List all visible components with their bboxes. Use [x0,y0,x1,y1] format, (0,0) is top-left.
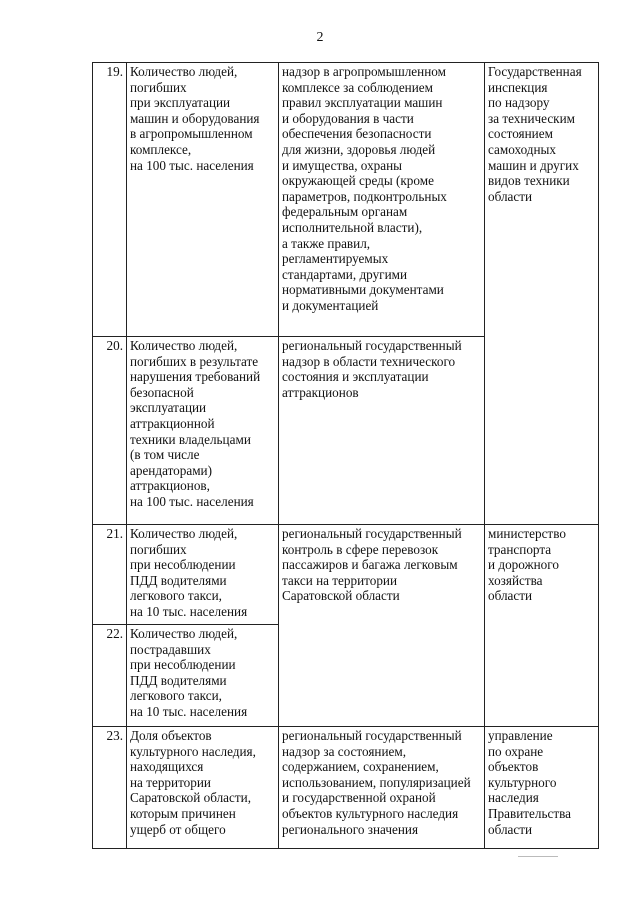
scan-artifact [518,856,558,857]
indicator-cell: Доля объектов культурного наследия, находящихся на территории Саратовской области, которым причинен ущерб от общего [127,727,279,849]
indicator-cell: Количество людей, погибших в результате нарушения требований безопасной эксплуатации аттракционной техники владельцами (в том числе арендаторами) аттракционов, на 100 тыс. населения [127,337,279,525]
indicators-table [92,62,599,849]
table-row [93,727,599,849]
control-type-cell: региональный государственный контроль в сфере перевозок пассажиров и багажа легковым такси на территории Саратовской области [279,525,485,727]
row-number: 23. [93,727,127,849]
authority-cell: министерство транспорта и дорожного хозяйства области [485,525,599,727]
row-number: 19. [93,63,127,337]
row-number: 20. [93,337,127,525]
row-number: 21. [93,525,127,625]
authority-cell: управление по охране объектов культурного наследия Правительства области [485,727,599,849]
page-number: 2 [316,30,324,45]
table-row [93,63,599,337]
indicator-cell: Количество людей, погибших при эксплуатации машин и оборудования в агропромышленном комплексе, на 100 тыс. населения [127,63,279,337]
table-row [93,525,599,625]
authority-cell: Государственная инспекция по надзору за техническим состоянием самоходных машин и других видов техники области [485,63,599,525]
indicator-cell: Количество людей, погибших при несоблюдении ПДД водителями легкового такси, на 10 тыс. населения [127,525,279,625]
control-type-cell: региональный государственный надзор в области технического состояния и эксплуатации аттракционов [279,337,485,525]
indicator-cell: Количество людей, пострадавших при несоблюдении ПДД водителями легкового такси, на 10 тыс. населения [127,625,279,727]
control-type-cell: надзор в агропромышленном комплексе за соблюдением правил эксплуатации машин и оборудования в части обеспечения безопасности для жизни, здоровья людей и имущества, охраны окружающей среды (кроме параметров, подконтрольных федеральным органам исполнительной власти), а также правил, регламентируемых стандартами, другими нормативными документами и документацией [279,63,485,337]
row-number: 22. [93,625,127,727]
control-type-cell: региональный государственный надзор за состоянием, содержанием, сохранением, использованием, популяризацией и государственной охраной объектов культурного наследия регионального значения [279,727,485,849]
